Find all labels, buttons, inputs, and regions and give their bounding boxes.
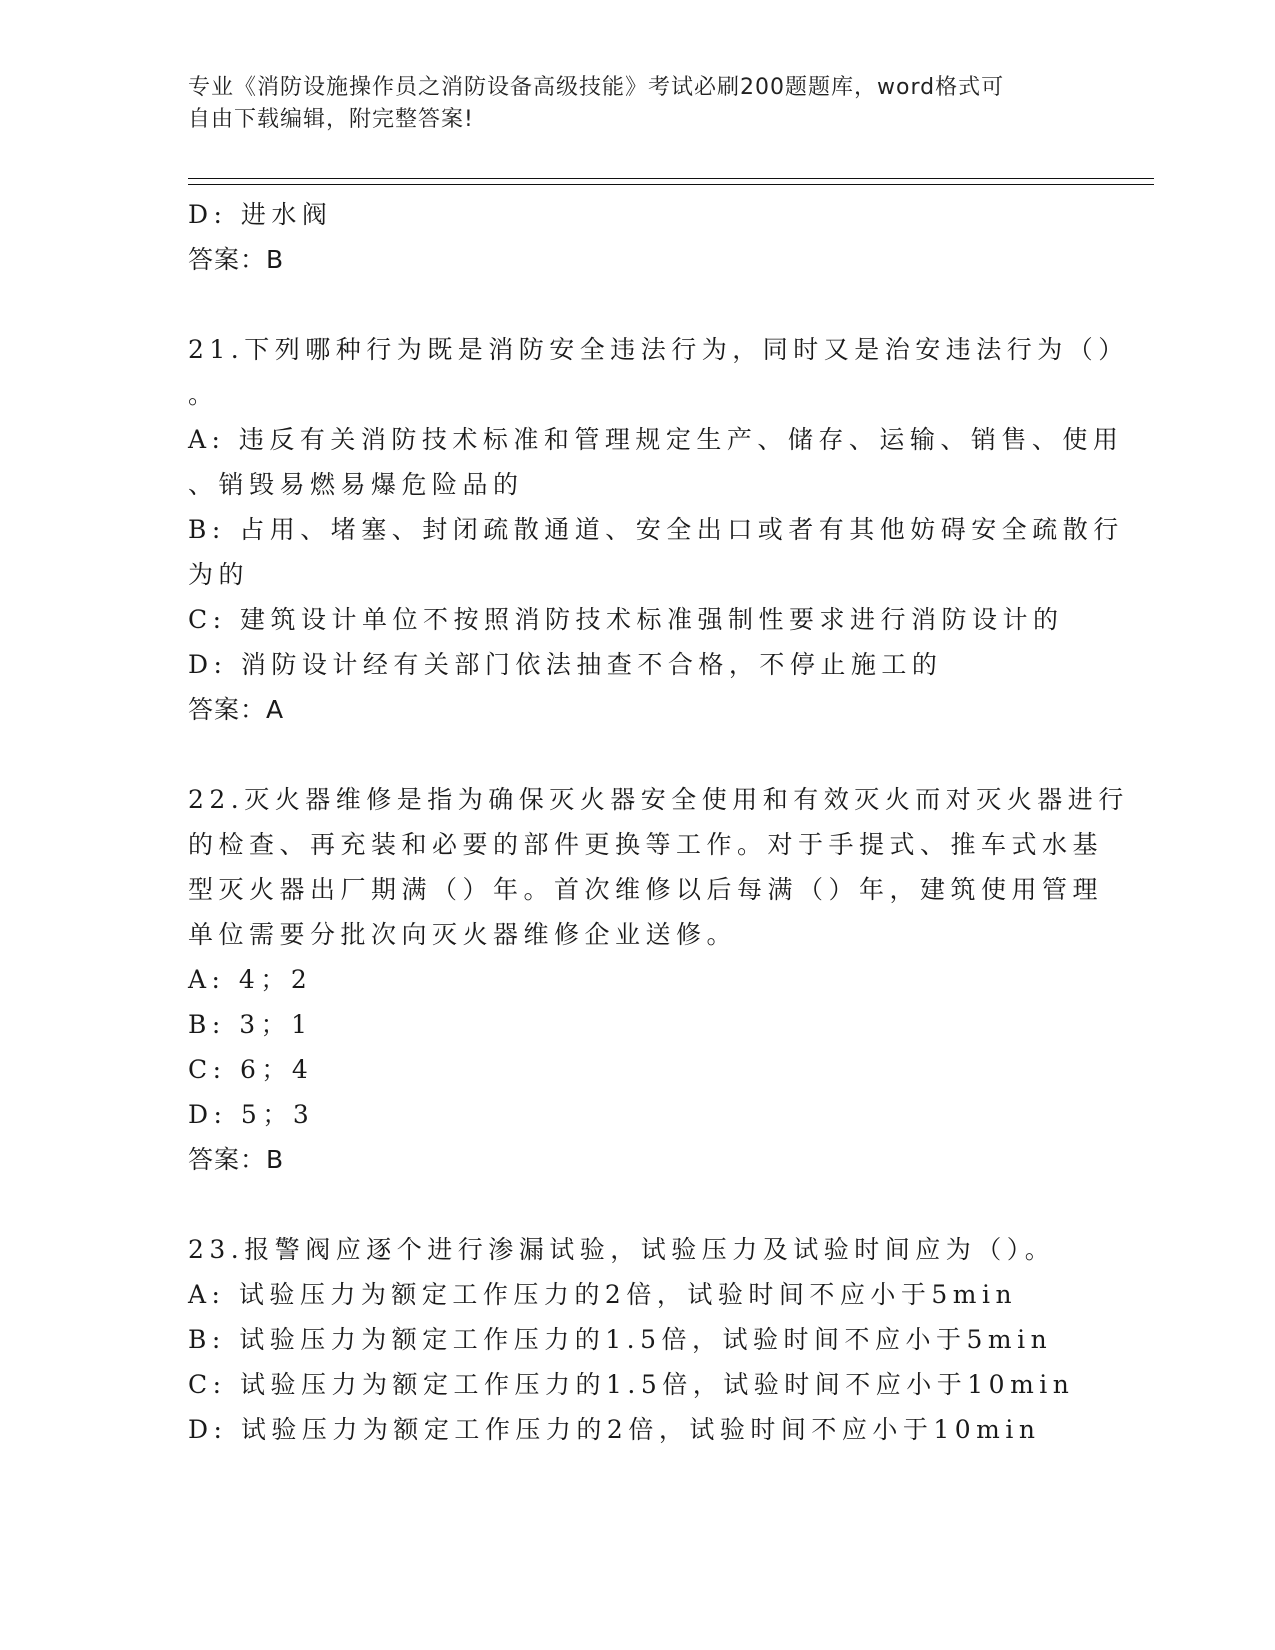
option-d: D: 消防设计经有关部门依法抽查不合格，不停止施工的: [188, 650, 943, 679]
option-b: B: 试验压力为额定工作压力的1.5倍，试验时间不应小于5min: [188, 1325, 1053, 1354]
option-d: D: 5；3: [188, 1100, 315, 1129]
question-21: [188, 327, 1129, 732]
prev-question: [188, 192, 1088, 282]
question-stem: 。: [188, 380, 219, 409]
question-23: [188, 1227, 1088, 1452]
question-list: [188, 192, 1129, 1452]
question-stem: 22.灭火器维修是指为确保灭火器安全使用和有效灭火而对灭火器进行: [188, 785, 1129, 814]
option-d: D: 进水阀: [188, 200, 333, 229]
question-stem: 的检查、再充装和必要的部件更换等工作。对于手提式、推车式水基: [188, 830, 1104, 859]
document-header: [188, 72, 1068, 136]
answer-line: 答案：A: [188, 695, 285, 724]
option-a: A: 试验压力为额定工作压力的2倍，试验时间不应小于5min: [188, 1280, 1018, 1309]
question-stem: 23.报警阀应逐个进行渗漏试验，试验压力及试验时间应为（）。: [188, 1235, 1056, 1264]
header-rule-bottom: [188, 184, 1154, 185]
option-c: C: 建筑设计单位不按照消防技术标准强制性要求进行消防设计的: [188, 605, 1064, 634]
question-stem: 21.下列哪种行为既是消防安全违法行为，同时又是治安违法行为（）: [188, 335, 1129, 364]
question-stem: 型灭火器出厂期满（）年。首次维修以后每满（）年，建筑使用管理: [188, 875, 1104, 904]
answer-line: 答案：B: [188, 1145, 285, 1174]
question-stem: 单位需要分批次向灭火器维修企业送修。: [188, 920, 738, 949]
option-a: A: 4；2: [188, 965, 313, 994]
option-b: 为的: [188, 560, 250, 589]
option-b: B: 3；1: [188, 1010, 313, 1039]
question-22: [188, 777, 1129, 1182]
option-b: B: 占用、堵塞、封闭疏散通道、安全出口或者有其他妨碍安全疏散行: [188, 515, 1124, 544]
answer-line: 答案：B: [188, 245, 285, 274]
header-rule-top: [188, 178, 1154, 179]
option-a: A: 违反有关消防技术标准和管理规定生产、储存、运输、销售、使用: [188, 425, 1124, 454]
option-a: 、销毁易燃易爆危险品的: [188, 470, 524, 499]
option-c: C: 试验压力为额定工作压力的1.5倍，试验时间不应小于10min: [188, 1370, 1075, 1399]
option-d: D: 试验压力为额定工作压力的2倍，试验时间不应小于10min: [188, 1415, 1041, 1444]
header-line-1: 专业《消防设施操作员之消防设备高级技能》考试必刷200题题库，word格式可: [188, 75, 1005, 100]
header-line-2: 自由下载编辑，附完整答案!: [188, 107, 474, 132]
option-c: C: 6；4: [188, 1055, 314, 1084]
